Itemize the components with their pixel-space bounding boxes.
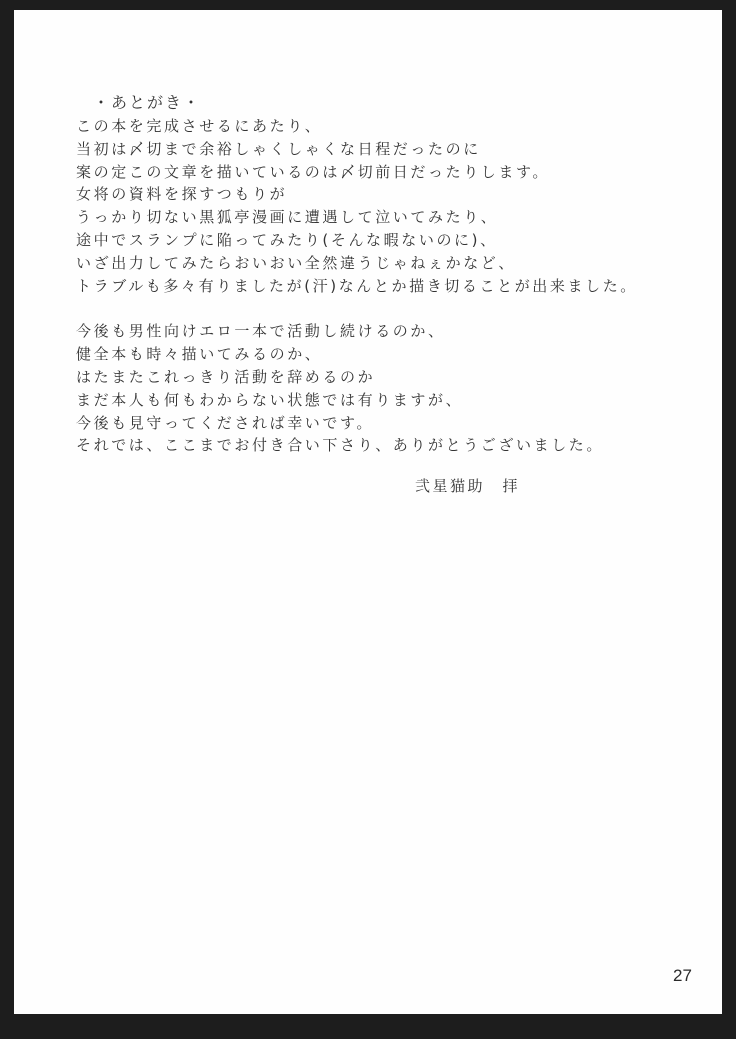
afterword-line: まだ本人も何もわからない状態では有りますが、 xyxy=(76,390,464,409)
afterword-line: 今後も見守ってくだされば幸いです。 xyxy=(76,413,375,432)
manga-afterword-page xyxy=(14,10,722,1014)
afterword-line: うっかり切ない黒狐亭漫画に遭遇して泣いてみたり、 xyxy=(76,208,499,227)
afterword-text-block xyxy=(76,90,676,457)
afterword-line: いざ出力してみたらおいおい全然違うじゃねぇかなど、 xyxy=(76,253,517,272)
afterword-title: ・あとがき・ xyxy=(93,93,202,112)
afterword-line: トラブルも多々有りましたが(汗)なんとか描き切ることが出来ました。 xyxy=(76,276,638,295)
afterword-line: 案の定この文章を描いているのは〆切前日だったりします。 xyxy=(76,162,551,181)
afterword-line: 今後も男性向けエロ一本で活動し続けるのか、 xyxy=(76,322,446,341)
afterword-line: それでは、ここまでお付き合い下さり、ありがとうございました。 xyxy=(76,436,605,455)
afterword-line: 当初は〆切まで余裕しゃくしゃくな日程だったのに xyxy=(76,139,481,158)
afterword-line: 女将の資料を探すつもりが xyxy=(76,185,288,204)
author-signature: 弐星猫助 拝 xyxy=(415,477,521,495)
afterword-paragraph-1 xyxy=(76,115,676,297)
paragraph-gap xyxy=(76,297,676,320)
afterword-paragraph-2 xyxy=(76,320,676,457)
afterword-line: 途中でスランプに陥ってみたり(そんな暇ないのに)、 xyxy=(76,230,498,249)
afterword-line: 健全本も時々描いてみるのか、 xyxy=(76,345,323,364)
afterword-line: はたまたこれっきり活動を辞めるのか xyxy=(76,367,376,386)
page-number: 27 xyxy=(673,966,692,985)
afterword-line: この本を完成させるにあたり、 xyxy=(76,117,323,135)
